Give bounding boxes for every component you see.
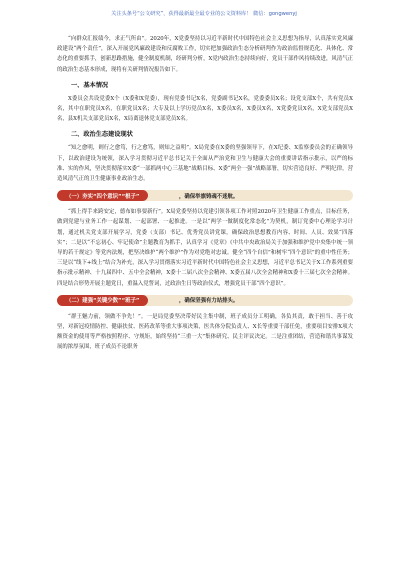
- subsection-2-title-rest: ，确保坚强有力站排头。: [179, 298, 239, 305]
- subsection-2-paragraph: “群王魅力前，领做不争先！”。一是局党委坚决带好民主集中制，班子成员分工明确，各负其责，敢于担当、善于攻坚，对新冠疫情防控、健康扶贫、医药改革等重大事项决策，医共体分院负责人、X长等重要干部任免，重要项目安排X项大额资金的使用等严格按照程序、守规矩，始终坚持“三重一大”集体研究、民主评议决定。二是注重团结，营造和谐共事谋发展的浓厚氛围，班子成员不论职务: [57, 313, 353, 351]
- subsection-2-heading: [57, 295, 353, 306]
- subsection-1-title-rest: ，确保举旗铸魂不迷航。: [179, 193, 239, 200]
- top-banner: 关注头条号“公文研究”，获得最新最全最专业的公文资料库！ 微信：gongwenyj: [111, 11, 297, 17]
- section-2-paragraph: “知之愈明，则行之愈笃，行之愈笃，则知之益明”。X局党委在X委的坚强领导下，在X纪委、X监察委员会的正确领导下，以政治建设为统领，深入学习贯彻习近平总书记关于全面从严治党和卫生与健康大会的重要讲话指示批示，以严的标准、实的作风，坚决贯彻落实X委“一部抓两中心三基地”战略目标、X委“两全一强”战略部署，切实营造良好、严明纪律，营造风清气正的卫生健康事业政治生态。: [57, 145, 353, 183]
- subsection-2-tag: （二）建强“关键少数”“班子”: [57, 295, 148, 306]
- subsection-1-tag: （一）夯实“四个意识”“根子”: [57, 190, 148, 201]
- intro-paragraph: “向群众汇报绩今，求正气所由”。2020年，X党委坚持以习近平新时代中国特色社会主义思想为指导，认真落实党风廉政建设“两个责任”，深入开展党风廉政建设和反腐败工作，切实把加强政治生态分析研判作为政治监督规范化、具体化、常态化的重要抓手，创新思路措施，健全制度机制，经研判分析，X党内政治生态持续向好，党员干部作风持续改进，风清气正的政治生态基本形成，现将有关研判情况报告如下。: [57, 36, 353, 73]
- section-2-heading: 二、政治生态建设现状: [71, 131, 133, 139]
- subsection-1-heading: [57, 190, 353, 201]
- document-body: [57, 34, 353, 354]
- section-1-paragraph: X委员会共设党委X个（X委和X党委），现有党委书记X名，党委副书记X名，党委委员X名；设党支部X个，共有党员X名，其中在职党员X名，在职党员X名；大专及以上学历党员X名，X委员X名，X委员X名，X党委党员X名，X党支部党员X名，县X机关支部党员X名，X局离退休党支部党员X名。: [57, 95, 353, 123]
- subsection-1-paragraph: “抓上得手来跨安定，德布如事要新行”。X局党委坚持以党建引领各项工作对照2020年卫生健康工作重点，目标任务，做到党建与业务工作一起谋划、一起部署、一起推进。一是以“两学一做制度化常态化”为契机，制订党委中心理论学习计划，通过机关党支部开展学习，党委（支部）书记、优秀党员讲党课，确保政治思想教育内容、时间、人员、效果“四落实”；二是以“不忘初心、牢记使命”主题教育为抓手，认真学习《党章》《中共中央政治局关于加强和维护党中央集中统一领导的若干规定》等党内法规，把坚决维护“两个维护”作为对党绝对忠诚。健全“四个自信”和树牢“四个意识”的重中性任务；三是以“线下+线上”结合为补充，深入学习贯彻落实习近平新时代中国特色社会主义思想，习近平总书记关于X工作系列重要指示批示精神、十九届四中、五中全会精神，X委十二届八次全会精神、X委五届八次全会精神和X委十三届七次全会精神。四是结合形势开展主题党日，重温入党誓词，过政治生日等政治仪式，增强党员干部“四个意识”。: [57, 209, 353, 287]
- section-1-heading: 一、基本情况: [71, 81, 109, 89]
